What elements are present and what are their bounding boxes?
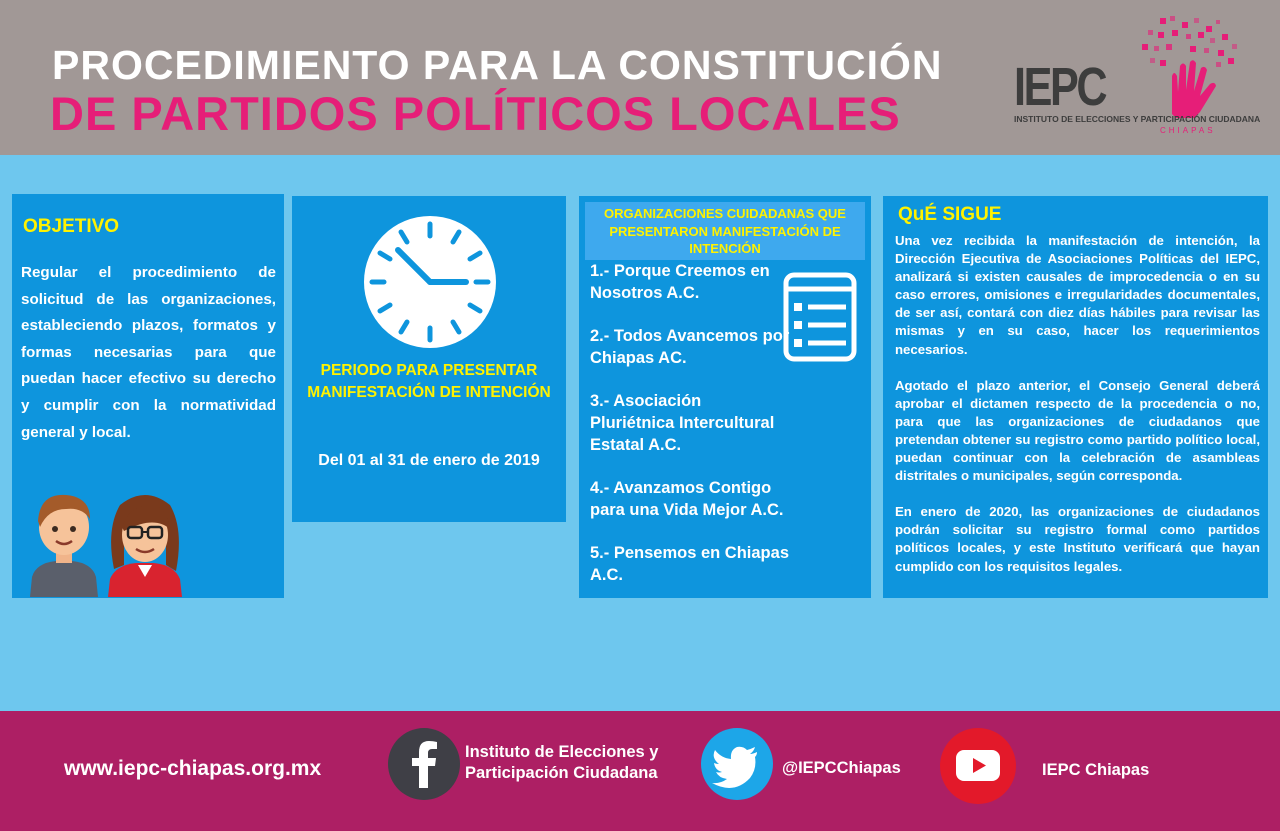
logo-state: CHIAPAS (1160, 126, 1216, 135)
clock-icon (362, 214, 498, 350)
list-item: 2.- Todos Avancemos por Chiapas AC. (590, 327, 790, 367)
list-item: 5.- Pensemos en Chiapas A.C. (590, 544, 789, 584)
iepc-logo[interactable] (1010, 14, 1261, 139)
objetivo-title: OBJETIVO (23, 216, 120, 237)
youtube-icon (940, 728, 1016, 804)
periodo-panel (292, 196, 566, 522)
list-item: 3.- Asociación Pluriétnica Intercultural Estatal A.C. (590, 392, 775, 454)
facebook-label-line2: Participación Ciudadana (465, 764, 658, 782)
list-item: 4.- Avanzamos Contigo para una Vida Mejor A.C. (590, 479, 784, 519)
paragraph: En enero de 2020, las organizaciones de ciudadanos podrán solicitar su registro formal como partidos políticos locales, y este Instituto verificará que hayan cumplido con los requisitos legales. (895, 504, 1260, 574)
youtube-channel[interactable]: IEPC Chiapas (1042, 761, 1150, 779)
website-link[interactable]: www.iepc-chiapas.org.mx (64, 757, 322, 780)
twitter-button[interactable] (701, 728, 773, 800)
youtube-button[interactable] (940, 728, 1016, 804)
organizaciones-header (585, 202, 865, 260)
checklist-icon (782, 271, 858, 363)
que-sigue-text (895, 232, 1260, 594)
que-sigue-title: QuÉ SIGUE (898, 204, 1002, 225)
list-item: 1.- Porque Creemos en Nosotros A.C. (590, 262, 770, 302)
que-sigue-panel (883, 196, 1268, 598)
paragraph: Una vez recibida la manifestación de intención, la Dirección Ejecutiva de Asociaciones Políticas del IEPC, analizará si existen causales de improcedencia o en su caso errores, omisiones e irregularidades documentales, de ser así, contará con diez días hábiles para revisar las mismas y en su caso, hacer los requerimientos necesarios. (895, 233, 1260, 357)
logo-subtitle: INSTITUTO DE ELECCIONES Y PARTICIPACIÓN CIUDADANA (1014, 114, 1261, 124)
facebook-label[interactable] (465, 742, 658, 784)
facebook-icon (388, 728, 460, 800)
logo-text: IEPC (1014, 57, 1106, 117)
header (0, 0, 1280, 155)
periodo-dates: Del 01 al 31 de enero de 2019 (318, 452, 540, 469)
facebook-button[interactable] (388, 728, 460, 800)
periodo-title: PERIODO PARA PRESENTAR MANIFESTACIÓN DE INTENCIÓN (307, 362, 551, 401)
title-line-1: PROCEDIMIENTO PARA LA CONSTITUCIÓN (52, 42, 943, 88)
twitter-icon (701, 728, 773, 800)
organizaciones-list (590, 260, 790, 607)
organizaciones-panel (579, 196, 871, 598)
facebook-label-line1: Instituto de Elecciones y (465, 743, 659, 761)
organizaciones-title: ORGANIZACIONES CUIDADANAS QUE PRESENTARON MANIFESTACIÓN DE INTENCIÓN (604, 206, 846, 256)
objetivo-text: Regular el procedimiento de solicitud de las organizaciones, estableciendo plazos, formatos y formas necesarias para que puedan hacer efectivo su derecho y cumplir con la normatividad general y local. (21, 264, 276, 441)
objetivo-panel (12, 194, 284, 598)
paragraph: Agotado el plazo anterior, el Consejo General deberá aprobar el dictamen respecto de la procedencia o no, para que las organizaciones de ciudadanos que pretendan obtener su registro como partido político local, puedan continuar con la celebración de asambleas distritales o municipales, según corresponda. (895, 377, 1260, 484)
people-icon (26, 489, 186, 597)
footer (0, 711, 1280, 831)
twitter-handle[interactable]: @IEPCChiapas (782, 759, 901, 777)
title-line-2: DE PARTIDOS POLÍTICOS LOCALES (50, 87, 901, 140)
